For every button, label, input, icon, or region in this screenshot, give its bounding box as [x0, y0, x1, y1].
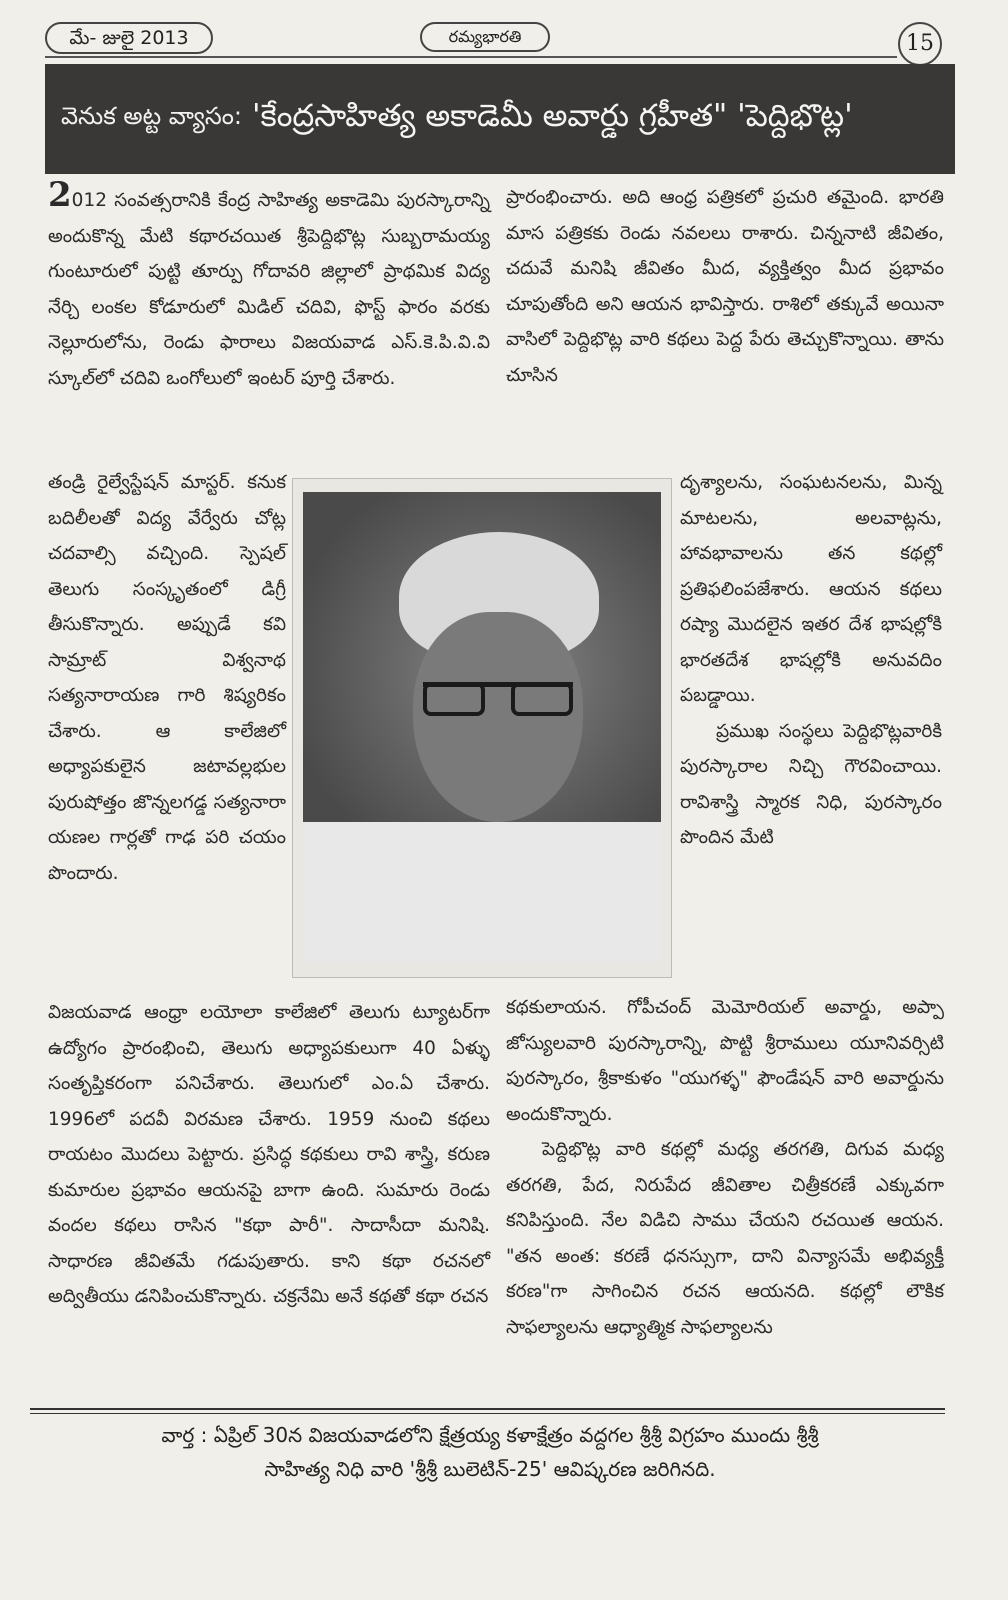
news-note-line2: సాహిత్య నిధి వారి 'శ్రీశ్రీ బులెటిన్-25' ఆవిష్కరణ జరిగినది. [264, 1457, 716, 1481]
article-right-top [506, 180, 944, 393]
header-rule [45, 56, 897, 58]
footer-rule [30, 1408, 945, 1410]
glasses-icon [423, 682, 573, 721]
title-banner [45, 64, 955, 174]
news-note [40, 1418, 940, 1486]
issue-date: మే- జులై 2013 [45, 22, 213, 54]
magazine-name: రమ్యభారతి [420, 22, 550, 52]
paragraph-honours: ప్రముఖ సంస్థలు పెద్దిభొట్లవారికి పురస్కారాల నిచ్చి గౌరవించాయి. రావిశాస్త్రి స్మారక నిధి, పురస్కారం పొందిన మేటి [680, 720, 942, 848]
article-left-narrow [48, 465, 286, 891]
paragraph-style: పెద్దిభొట్ల వారి కథల్లో మధ్య తరగతి, దిగువ మధ్య తరగతి, పేద, నిరుపేద జీవితాల చిత్రీకరణే ఎక్కువగా కనిపిస్తుంది. నేల విడిచి సాము చేయని రచయిత ఆయన. "తన అంత: కరణే ధనస్సుగా, దాని విన్యాసమే అభివ్యక్తీ కరణ"గా సాగించిన రచన ఆయనది. కథల్లో లౌకిక సాఫల్యాలను ఆధ్యాత్మిక సాఫల్యాలను [506, 1139, 944, 1338]
page-number: 15 [898, 22, 942, 66]
article-right-narrow [680, 465, 942, 856]
news-note-line1: వార్త : ఏప్రిల్ 30న విజయవాడలోని క్షేత్రయ్య కళాక్షేత్రం వద్దగల శ్రీశ్రీ విగ్రహం ముందు శ్రీశ్రీ [161, 1423, 819, 1447]
paragraph-intro: 012 సంవత్సరానికి కేంద్ర సాహిత్య అకాడెమి పురస్కారాన్ని అందుకొన్న మేటి కథారచయిత శ్రీపెద్దిభొట్ల సుబ్బరామయ్య గుంటూరులో పుట్టి తూర్పు గోదావరి జిల్లాలో ప్రాథమిక విద్య నేర్చి లంకల కోడూరులో మిడిల్ చదివి, ఫొస్ట్ ఫారం వరకు నెల్లూరులోను, రెండు ఫారాలు విజయవాడ ఎస్.కె.పి.వి.వి స్కూల్‌లో చదివి ఒంగోలులో ఇంటర్ పూర్తి చేశారు. [48, 190, 490, 389]
paragraph-themes: దృశ్యాలను, సంఘటనలను, మిన్న మాటలను, అలవాట్లను, హావభావాలను తన కథల్లో ప్రతిఫలింపజేశారు. ఆయన కథలు రష్యా మొదలైన ఇతర దేశ భాషల్లోకి భారతదేశ భాషల్లోకి అనువదిం పబడ్డాయి. [680, 472, 942, 706]
article-left-top [48, 175, 490, 396]
banner-label: వెనుక అట్ట వ్యాసం: [61, 102, 242, 130]
article-left-bottom [48, 995, 490, 1315]
paragraph-education: తండ్రి రైల్వేస్టేషన్ మాస్టర్. కనుక బదిలీలతో విద్య వేర్వేరు చోట్ల చదవాల్సి వచ్చింది. స్పెషల్ తెలుగు సంస్కృతంలో డిగ్రీ తీసుకొన్నారు. అప్పుడే కవి సామ్రాట్ విశ్వనాథ సత్యనారాయణ గారి శిష్యరికం చేశారు. ఆ కాలేజిలో అధ్యాపకులైన జటావల్లభుల పురుషోత్తం జొన్నలగడ్డ సత్యనారా యణల గార్లతో గాఢ పరి చయం పొందారు. [48, 472, 286, 884]
drop-cap: 2 [48, 175, 72, 215]
footer-rule-thin [30, 1413, 945, 1414]
paragraph-career: విజయవాడ ఆంధ్రా లయోలా కాలేజిలో తెలుగు ట్యూటర్‌గా ఉద్యోగం ప్రారంభించి, తెలుగు అధ్యాపకులుగా 40 ఏళ్ళు సంతృప్తికరంగా పనిచేశారు. తెలుగులో ఎం.ఏ చేశారు. 1996లో పదవీ విరమణ చేశారు. 1959 నుంచి కథలు రాయటం మొదలు పెట్టారు. ప్రసిద్ధ కథకులు రావి శాస్త్రి, కరుణ కుమారుల ప్రభావం ఆయనపై బాగా ఉంది. సుమారు రెండు వందల కథలు రాసిన "కథా పారీ". సాదాసీదా మనిషి. సాధారణ జీవితమే గడుపుతారు. కాని కథా రచనలో అద్వితీయు డనిపించుకొన్నారు. చక్రనేమి అనే కథతో కథా రచన [48, 1002, 490, 1307]
article-right-bottom [506, 990, 944, 1345]
paragraph-writing: ప్రారంభించారు. అది ఆంధ్ర పత్రికలో ప్రచురి తమైంది. భారతి మాస పత్రికకు రెండు నవలలు రాశారు. చిన్ననాటి జీవితం, చదువే మనిషి జీవితం మీద, వ్యక్తిత్వం మీద ప్రభావం చూపుతోంది అని ఆయన భావిస్తారు. రాశిలో తక్కువే అయినా వాసిలో పెద్దిభొట్ల వారి కథలు పెద్ద పేరు తెచ్చుకొన్నాయి. తాను చూసిన [506, 187, 944, 386]
paragraph-awards: కథకులాయన. గోపీచంద్ మెమోరియల్ అవార్డు, అప్పా జోస్యులవారి పురస్కారాన్ని, పొట్టి శ్రీరాములు యూనివర్సిటి పురస్కారం, శ్రీకాకుళం "యుగళ్ళ" ఫౌండేషన్ వారి అవార్డును అందుకొన్నారు. [506, 997, 944, 1125]
author-photo [303, 492, 661, 962]
article-title: 'కేంద్రసాహిత్య అకాడెమీ అవార్డు గ్రహీత" 'పెద్దిభొట్ల' [251, 97, 853, 134]
